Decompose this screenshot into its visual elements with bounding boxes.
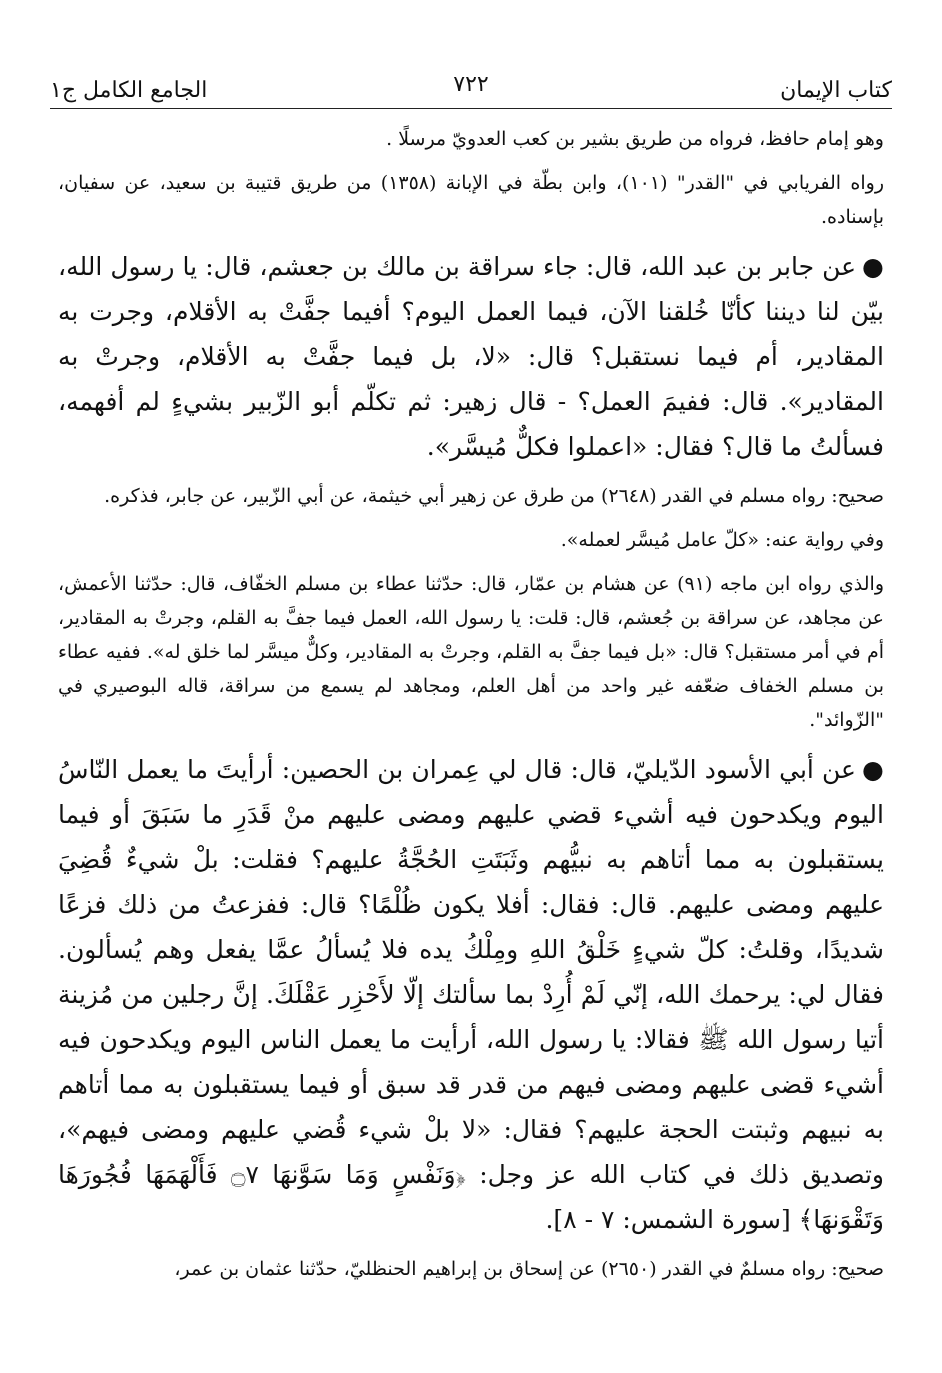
hadith-text: عن جابر بن عبد الله، قال: جاء سراقة بن مالك بن جعشم، قال: يا رسول الله، بيّن لنا ديننا كأنّا خُلقنا الآن، فيما العمل اليوم؟ أفيما جفَّتْ به الأقلام، وجرت به المقادير، أم فيما نستقبل؟ قال: «لا، بل فيما جفَّتْ به الأقلام، وجرتْ به المقادير». قال: ففيمَ العمل؟ - قال زهير: ثم تكلّم أبو الزّبير بشيءٍ لم أفهمه، فسألتُ ما قال؟ فقال: «اعملوا فكلٌّ مُيسَّر». [58,252,884,461]
bullet-icon: ● [862,252,884,281]
page-number: ٧٢٢ [453,72,489,97]
header-rule [50,108,892,109]
paragraph-note: وفي رواية عنه: «كلّ عامل مُيسَّر لعمله». [560,529,884,551]
paragraph-note: صحيح: رواه مسلم في القدر (٢٦٤٨) من طرق عن زهير أبي خيثمة، عن أبي الزّبير، عن جابر، فذكره. [104,485,884,507]
paragraph-note: والذي رواه ابن ماجه (٩١) عن هشام بن عمّار، قال: حدّثنا عطاء بن مسلم الخفّاف، قال: حدّثنا الأعمش، عن مجاهد، عن سراقة بن جُعشم، قال: قلت: يا رسول الله، العمل فيما جفَّ به القلم، وجرتْ به المقادير، أم في أمر مستقبل؟ قال: «بل فيما جفَّ به القلم، وجرتْ به المقادير، وكلٌّ ميسَّر لما خلق له». ففيه عطاء بن مسلم الخفاف ضعّفه غير واحد من أهل العلم، ومجاهد لم يسمع من سراقة، قاله البوصيري في "الزّوائد". [58,573,884,731]
paragraph-note: وهو إمام حافظ، فرواه من طريق بشير بن كعب العدويّ مرسلًا . [386,128,884,150]
bullet-icon: ● [861,755,884,784]
header-chapter-title: كتاب الإيمان [780,78,892,103]
running-header [50,55,892,103]
paragraph-note: صحيح: رواه مسلمٌ في القدر (٢٦٥٠) عن إسحاق بن إبراهيم الحنظليّ، حدّثنا عثمان بن عمر، [174,1258,884,1280]
paragraph-note: رواه الفريابي في "القدر" (١٠١)، وابن بطّة في الإبانة (١٣٥٨) من طريق قتيبة بن سعيد، عن سفيان، بإسناده. [58,172,884,228]
paragraph-hadith [58,747,884,1242]
header-book-title: الجامع الكامل ج١ [50,78,208,103]
paragraph-hadith [58,244,884,469]
page-body [58,122,884,1296]
hadith-text: عن أبي الأسود الدّيليّ، قال: قال لي عِمران بن الحصين: أرأيتَ ما يعمل النّاسُ اليوم ويكدحون فيه أشيء قضي عليهم ومضى عليهم منْ قَدَرِ ما سَبَقَ أو فيما يستقبلون به مما أتاهم به نبيُّهم وثَبَتَتِ الحُجَّةُ عليهم؟ فقلت: بلْ شيءٌ قُضِيَ عليهم ومضى عليهم. قال: فقال: أفلا يكون ظُلْمًا؟ قال: ففزعتُ من ذلك فزعًا شديدًا، وقلتُ: كلّ شيءٍ خَلْقُ اللهِ ومِلْكُ يده فلا يُسألُ عمَّا يفعل وهم يُسألون. فقال لي: يرحمك الله، إنّي لَمْ أُرِدْ بما سألتك إلّا لأَحْزِر عَقْلَكَ. إنَّ رجلين من مُزينة أتيا رسول الله ﷺ فقالا: يا رسول الله، أرأيت ما يعمل الناس اليوم ويكدحون فيه أشيء قضى عليهم ومضى فيهم من قدر قد سبق أو فيما يستقبلون به مما أتاهم به نبيهم وثبتت الحجة عليهم؟ فقال: «لا بلْ شيء قُضي عليهم ومضى فيهم»، وتصديق ذلك في كتاب الله عز وجل: ﴿وَنَفْسٍ وَمَا سَوَّنهَا ۝٧ فَأَلْهَمَهَا فُجُورَهَا وَتَقْوَنهَا﴾ [سورة الشمس: ٧ - ٨]. [58,755,884,1234]
